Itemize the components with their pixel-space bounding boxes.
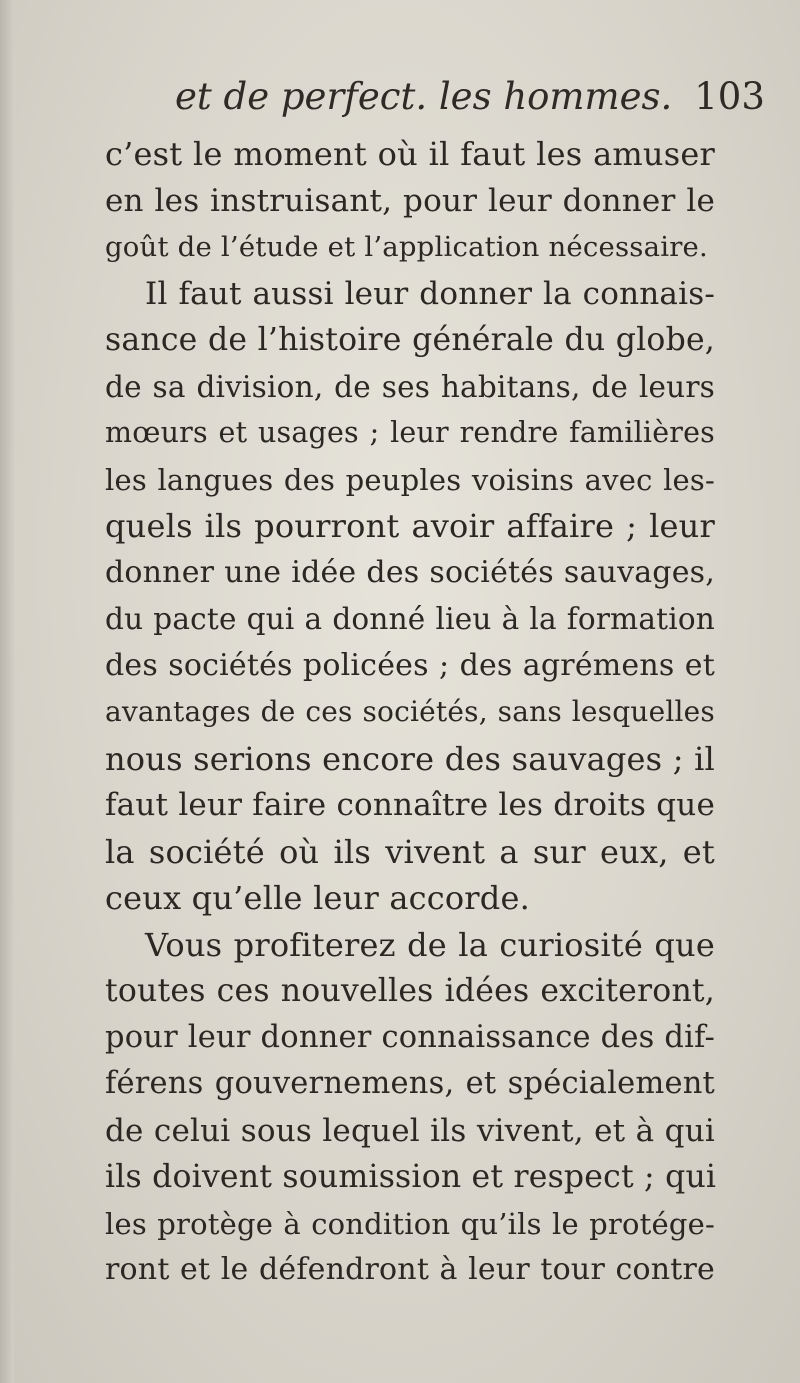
text-line: la société où ils vivent a sur eux, et <box>105 832 715 871</box>
text-line: ceux qu’elle leur accorde. <box>105 879 530 917</box>
text-line: férens gouvernemens, et spécialement <box>105 1066 715 1101</box>
text-line: les protège à condition qu’ils le protége- <box>105 1206 715 1241</box>
page-number: 103 <box>694 75 765 118</box>
text-line: de sa division, de ses habitans, de leurs <box>105 369 715 404</box>
text-line: goût de l’étude et l’application nécessaire. <box>105 231 708 263</box>
text-line: avantages de ces sociétés, sans lesquelles <box>105 695 715 728</box>
text-line: du pacte qui a donné lieu à la formation <box>105 602 715 636</box>
text-line: nous serions encore des sauvages ; il <box>105 739 715 778</box>
running-header <box>175 72 765 122</box>
text-line: des sociétés policées ; des agrémens et <box>105 647 715 683</box>
text-line: donner une idée des sociétés sauvages, <box>105 554 715 590</box>
text-line: toutes ces nouvelles idées exciteront, <box>105 973 715 1009</box>
text-line: Vous profiterez de la curiosité que <box>145 925 715 964</box>
text-line: Il faut aussi leur donner la connais- <box>145 275 715 312</box>
running-title: et de perfect. les hommes. <box>175 75 673 118</box>
text-line: ils doivent soumission et respect ; qui <box>105 1159 717 1195</box>
text-line: sance de l’histoire générale du globe, <box>105 322 715 358</box>
text-line: en les instruisant, pour leur donner le <box>105 182 715 219</box>
text-line: de celui sous lequel ils vivent, et à qui <box>105 1112 715 1149</box>
text-line: c’est le moment où il faut les amuser <box>105 135 715 173</box>
text-line: ront et le défendront à leur tour contre <box>105 1252 715 1287</box>
page-binding-edge <box>0 0 14 1383</box>
text-line: les langues des peuples voisins avec les- <box>105 462 715 497</box>
text-line: faut leur faire connaître les droits que <box>105 787 715 823</box>
text-line: mœurs et usages ; leur rendre familières <box>105 416 715 449</box>
text-line: quels ils pourront avoir affaire ; leur <box>105 507 715 545</box>
body-text <box>105 131 715 1294</box>
text-line: pour leur donner connaissance des dif- <box>105 1019 715 1055</box>
